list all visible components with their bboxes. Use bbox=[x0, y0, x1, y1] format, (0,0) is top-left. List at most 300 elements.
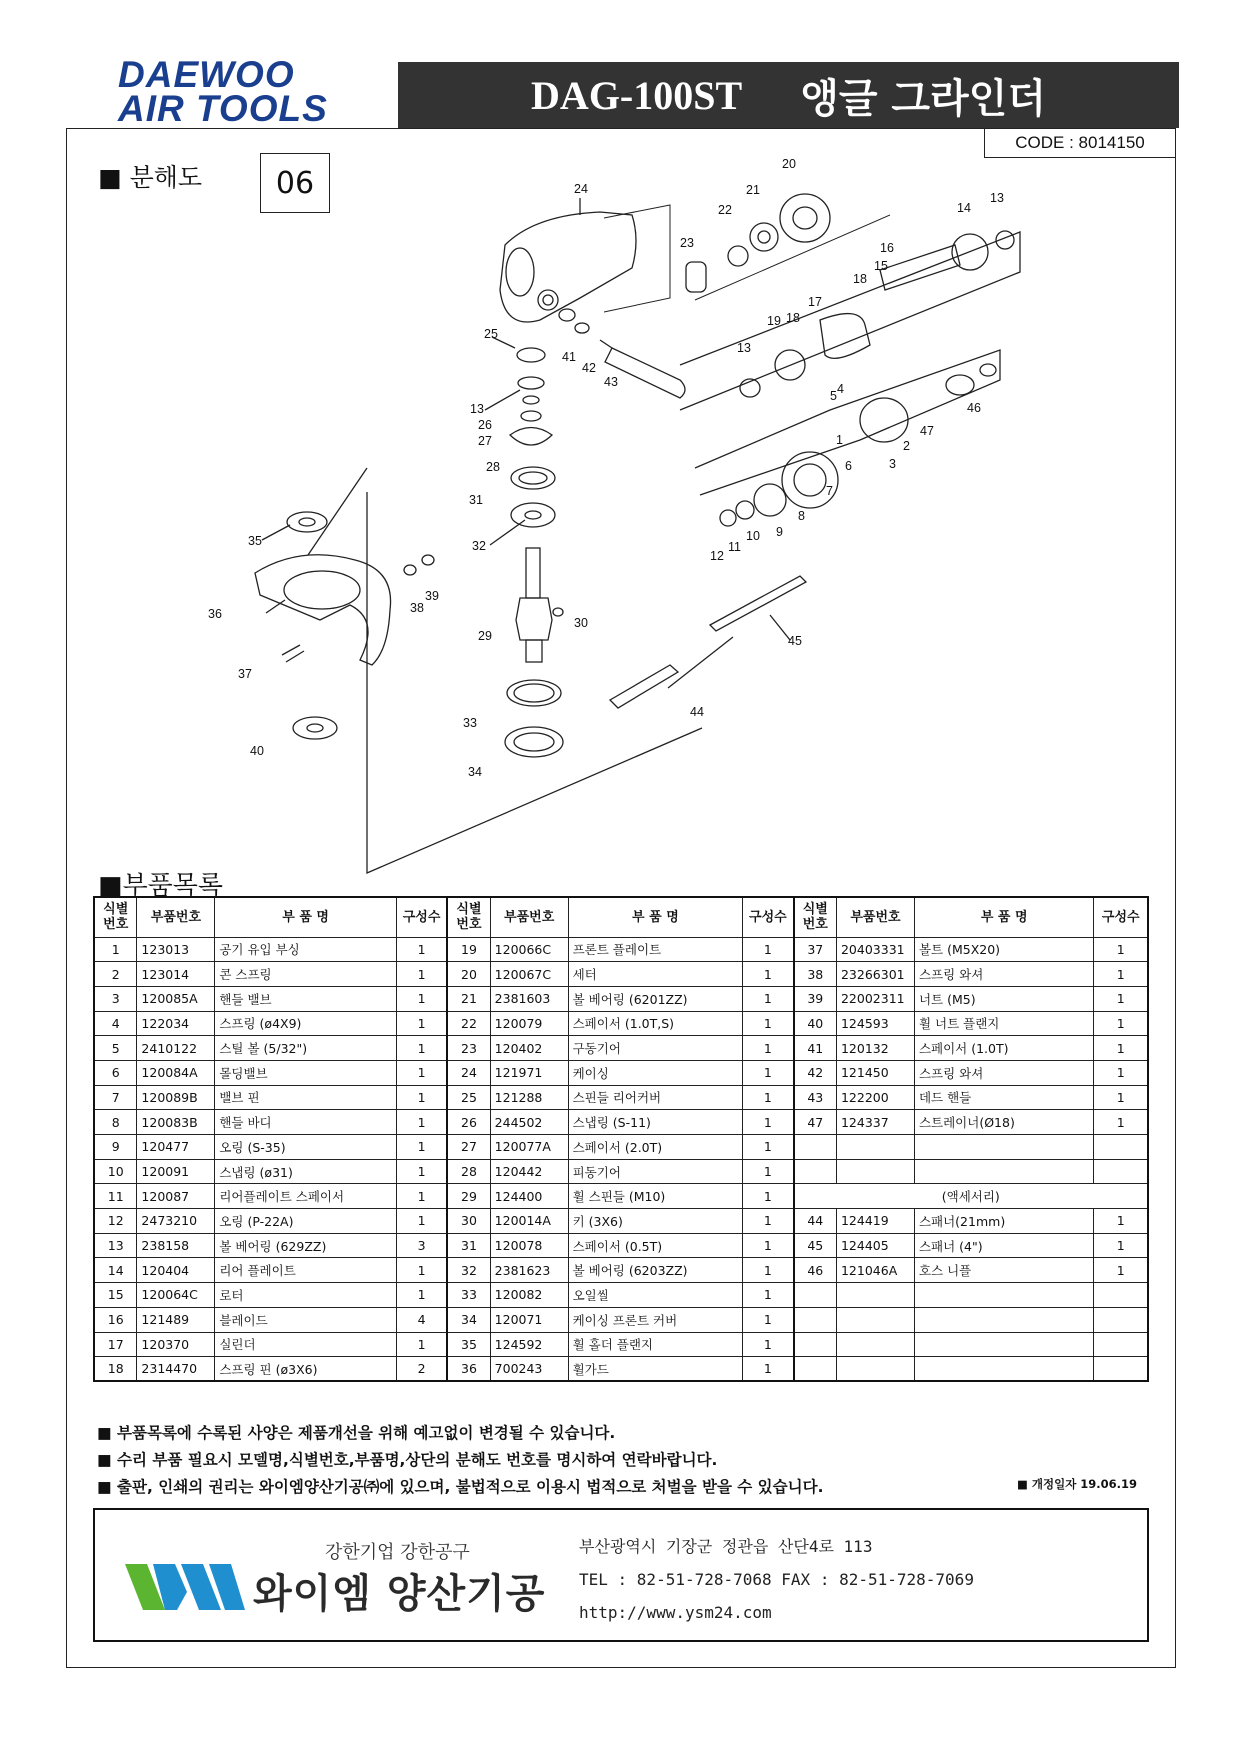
svg-text:11: 11 bbox=[728, 540, 741, 554]
part-number-cell: 120089B bbox=[137, 1085, 215, 1110]
part-name-cell: 스틸 볼 (5/32") bbox=[215, 1036, 397, 1061]
svg-text:16: 16 bbox=[880, 241, 894, 255]
part-id-cell bbox=[794, 1307, 837, 1332]
svg-text:34: 34 bbox=[468, 765, 482, 779]
part-number-cell: 120132 bbox=[836, 1036, 914, 1061]
part-id-cell: 7 bbox=[94, 1085, 137, 1110]
part-id-cell: 33 bbox=[447, 1283, 490, 1308]
part-id-cell: 32 bbox=[447, 1258, 490, 1283]
product-code: CODE : 8014150 bbox=[984, 128, 1176, 158]
part-number-cell: 20403331 bbox=[836, 937, 914, 962]
part-id-cell: 25 bbox=[447, 1085, 490, 1110]
logo-line-1: DAEWOO bbox=[118, 54, 295, 95]
part-id-cell: 24 bbox=[447, 1060, 490, 1085]
svg-text:1: 1 bbox=[836, 433, 843, 447]
part-number-cell bbox=[836, 1159, 914, 1184]
part-qty-cell bbox=[1094, 1159, 1148, 1184]
part-number-cell: 120091 bbox=[137, 1159, 215, 1184]
part-qty-cell: 1 bbox=[396, 1135, 447, 1160]
exploded-view-title: ■ 분해도 bbox=[98, 163, 203, 192]
part-name-cell: 리어플레이트 스페이서 bbox=[215, 1184, 397, 1209]
part-name-cell bbox=[914, 1135, 1094, 1160]
part-name-cell: 블레이드 bbox=[215, 1307, 397, 1332]
part-name-cell: 프론트 플레이트 bbox=[568, 937, 743, 962]
part-id-cell: 29 bbox=[447, 1184, 490, 1209]
logo-line-2: AIR TOOLS bbox=[118, 88, 328, 129]
part-name-cell: 공기 유입 부싱 bbox=[215, 937, 397, 962]
part-qty-cell: 3 bbox=[396, 1233, 447, 1258]
exploded-view-diagram bbox=[200, 155, 1080, 875]
part-qty-cell: 1 bbox=[743, 962, 794, 987]
part-number-cell: 120402 bbox=[490, 1036, 568, 1061]
part-number-cell: 123014 bbox=[137, 962, 215, 987]
part-name-cell: 핸들 바디 bbox=[215, 1110, 397, 1135]
part-qty-cell: 1 bbox=[1094, 1036, 1148, 1061]
part-number-cell: 120370 bbox=[137, 1332, 215, 1357]
part-name-cell: 케이싱 bbox=[568, 1060, 743, 1085]
accessories-label: (액세서리) bbox=[794, 1184, 1148, 1209]
part-id-cell: 9 bbox=[94, 1135, 137, 1160]
part-number-cell: 120477 bbox=[137, 1135, 215, 1160]
svg-text:13: 13 bbox=[470, 402, 484, 416]
part-number-cell: 120084A bbox=[137, 1060, 215, 1085]
svg-text:29: 29 bbox=[478, 629, 492, 643]
part-number-cell: 120085A bbox=[137, 986, 215, 1011]
part-qty-cell: 1 bbox=[1094, 937, 1148, 962]
part-name-cell: 키 (3X6) bbox=[568, 1209, 743, 1234]
part-id-cell bbox=[794, 1283, 837, 1308]
part-qty-cell: 1 bbox=[1094, 1233, 1148, 1258]
part-id-cell: 15 bbox=[94, 1283, 137, 1308]
part-number-cell: 122034 bbox=[137, 1011, 215, 1036]
header-part-no: 부품번호 bbox=[137, 897, 215, 937]
part-number-cell: 120067C bbox=[490, 962, 568, 987]
part-number-cell: 23266301 bbox=[836, 962, 914, 987]
table-row bbox=[94, 1332, 1148, 1357]
part-id-cell: 13 bbox=[94, 1233, 137, 1258]
header-qty: 구성수 bbox=[396, 897, 447, 937]
svg-text:27: 27 bbox=[478, 434, 492, 448]
part-id-cell: 39 bbox=[794, 986, 837, 1011]
part-qty-cell: 1 bbox=[743, 1307, 794, 1332]
part-qty-cell: 1 bbox=[396, 1332, 447, 1357]
part-number-cell: 123013 bbox=[137, 937, 215, 962]
header-qty: 구성수 bbox=[743, 897, 794, 937]
part-name-cell: 스프링 와셔 bbox=[914, 1060, 1094, 1085]
svg-text:13: 13 bbox=[737, 341, 751, 355]
part-name-cell: 스페이서 (1.0T) bbox=[914, 1036, 1094, 1061]
company-contact bbox=[579, 1530, 974, 1629]
part-number-cell bbox=[836, 1307, 914, 1332]
part-qty-cell bbox=[1094, 1135, 1148, 1160]
part-id-cell: 1 bbox=[94, 937, 137, 962]
svg-text:25: 25 bbox=[484, 327, 498, 341]
part-qty-cell: 1 bbox=[396, 1283, 447, 1308]
part-id-cell: 34 bbox=[447, 1307, 490, 1332]
table-row bbox=[94, 1184, 1148, 1209]
svg-text:10: 10 bbox=[746, 529, 760, 543]
svg-text:8: 8 bbox=[798, 509, 805, 523]
part-id-cell: 18 bbox=[94, 1357, 137, 1382]
note-2: ■ 수리 부품 필요시 모델명,식별번호,부품명,상단의 분해도 번호를 명시하여 연락바랍니다. bbox=[97, 1451, 718, 1469]
svg-text:46: 46 bbox=[967, 401, 981, 415]
part-name-cell: 스냅링 (S-11) bbox=[568, 1110, 743, 1135]
part-id-cell: 16 bbox=[94, 1307, 137, 1332]
part-number-cell: 124400 bbox=[490, 1184, 568, 1209]
part-id-cell: 22 bbox=[447, 1011, 490, 1036]
part-name-cell: 구동기어 bbox=[568, 1036, 743, 1061]
svg-text:39: 39 bbox=[425, 589, 439, 603]
part-name-cell: 호스 니플 bbox=[914, 1258, 1094, 1283]
part-number-cell: 2314470 bbox=[137, 1357, 215, 1382]
svg-text:33: 33 bbox=[463, 716, 477, 730]
part-number-cell: 124419 bbox=[836, 1209, 914, 1234]
part-id-cell: 5 bbox=[94, 1036, 137, 1061]
table-row bbox=[94, 1159, 1148, 1184]
part-number-cell bbox=[836, 1135, 914, 1160]
part-number-cell: 2473210 bbox=[137, 1209, 215, 1234]
part-qty-cell: 1 bbox=[1094, 986, 1148, 1011]
part-number-cell: 2381603 bbox=[490, 986, 568, 1011]
part-id-cell: 2 bbox=[94, 962, 137, 987]
part-name-cell: 볼 베어링 (629ZZ) bbox=[215, 1233, 397, 1258]
part-name-cell: 세터 bbox=[568, 962, 743, 987]
part-id-cell: 21 bbox=[447, 986, 490, 1011]
part-name-cell: 볼트 (M5X20) bbox=[914, 937, 1094, 962]
part-qty-cell: 1 bbox=[396, 1258, 447, 1283]
part-id-cell: 11 bbox=[94, 1184, 137, 1209]
part-qty-cell bbox=[1094, 1307, 1148, 1332]
part-id-cell bbox=[794, 1159, 837, 1184]
part-id-cell: 40 bbox=[794, 1011, 837, 1036]
svg-text:30: 30 bbox=[574, 616, 588, 630]
svg-text:40: 40 bbox=[250, 744, 264, 758]
parts-table bbox=[93, 896, 1149, 1382]
part-name-cell: 콘 스프링 bbox=[215, 962, 397, 987]
header-id: 식별 번호 bbox=[94, 897, 137, 937]
part-qty-cell: 1 bbox=[396, 1110, 447, 1135]
part-qty-cell bbox=[1094, 1332, 1148, 1357]
svg-text:44: 44 bbox=[690, 705, 704, 719]
part-number-cell: 120082 bbox=[490, 1283, 568, 1308]
note-1: ■ 부품목록에 수록된 사양은 제품개선을 위해 예고없이 변경될 수 있습니다. bbox=[97, 1424, 616, 1442]
table-row bbox=[94, 1209, 1148, 1234]
daewoo-air-tools-logo bbox=[118, 54, 348, 129]
part-id-cell: 42 bbox=[794, 1060, 837, 1085]
part-qty-cell: 1 bbox=[743, 1060, 794, 1085]
svg-text:20: 20 bbox=[782, 157, 796, 171]
page-number-box: 06 bbox=[260, 153, 330, 213]
svg-text:2: 2 bbox=[903, 439, 910, 453]
svg-text:18: 18 bbox=[786, 311, 800, 325]
part-qty-cell: 1 bbox=[1094, 1110, 1148, 1135]
part-qty-cell: 1 bbox=[396, 1060, 447, 1085]
svg-text:15: 15 bbox=[874, 259, 888, 273]
table-row bbox=[94, 1307, 1148, 1332]
part-name-cell: 스페이서 (1.0T,S) bbox=[568, 1011, 743, 1036]
part-number-cell: 700243 bbox=[490, 1357, 568, 1382]
company-address: 부산광역시 기장군 정관읍 산단4로 113 bbox=[579, 1537, 873, 1556]
part-name-cell: 오링 (P-22A) bbox=[215, 1209, 397, 1234]
part-name-cell: 로터 bbox=[215, 1283, 397, 1308]
part-number-cell: 2410122 bbox=[137, 1036, 215, 1061]
svg-text:28: 28 bbox=[486, 460, 500, 474]
part-id-cell: 4 bbox=[94, 1011, 137, 1036]
part-qty-cell: 1 bbox=[1094, 1011, 1148, 1036]
part-qty-cell: 1 bbox=[396, 986, 447, 1011]
table-row bbox=[94, 1060, 1148, 1085]
svg-text:37: 37 bbox=[238, 667, 252, 681]
part-number-cell: 120442 bbox=[490, 1159, 568, 1184]
part-number-cell: 120404 bbox=[137, 1258, 215, 1283]
part-id-cell: 47 bbox=[794, 1110, 837, 1135]
part-id-cell: 10 bbox=[94, 1159, 137, 1184]
part-qty-cell: 1 bbox=[1094, 1258, 1148, 1283]
part-number-cell: 122200 bbox=[836, 1085, 914, 1110]
company-name: 와이엠 양산기공 bbox=[253, 1571, 546, 1617]
part-name-cell: 스페이서 (2.0T) bbox=[568, 1135, 743, 1160]
part-number-cell: 120014A bbox=[490, 1209, 568, 1234]
part-qty-cell: 1 bbox=[1094, 1209, 1148, 1234]
table-row bbox=[94, 937, 1148, 962]
svg-text:47: 47 bbox=[920, 424, 934, 438]
part-number-cell: 244502 bbox=[490, 1110, 568, 1135]
part-name-cell: 너트 (M5) bbox=[914, 986, 1094, 1011]
part-qty-cell: 1 bbox=[743, 1110, 794, 1135]
part-name-cell: 볼 베어링 (6201ZZ) bbox=[568, 986, 743, 1011]
header-part-no: 부품번호 bbox=[490, 897, 568, 937]
part-name-cell: 휠 스핀들 (M10) bbox=[568, 1184, 743, 1209]
part-number-cell: 120071 bbox=[490, 1307, 568, 1332]
part-id-cell: 46 bbox=[794, 1258, 837, 1283]
part-number-cell: 121288 bbox=[490, 1085, 568, 1110]
part-id-cell bbox=[794, 1332, 837, 1357]
parts-list-title: ■부품목록 bbox=[98, 871, 224, 901]
part-qty-cell: 1 bbox=[396, 1184, 447, 1209]
part-name-cell: 스프링 (ø4X9) bbox=[215, 1011, 397, 1036]
svg-text:32: 32 bbox=[472, 539, 486, 553]
header-id: 식별 번호 bbox=[447, 897, 490, 937]
svg-text:14: 14 bbox=[957, 201, 971, 215]
table-row bbox=[94, 1036, 1148, 1061]
svg-text:4: 4 bbox=[837, 382, 844, 396]
svg-text:17: 17 bbox=[808, 295, 822, 309]
part-qty-cell: 1 bbox=[743, 1184, 794, 1209]
part-qty-cell: 1 bbox=[743, 937, 794, 962]
part-number-cell: 120087 bbox=[137, 1184, 215, 1209]
part-name-cell: 오일씰 bbox=[568, 1283, 743, 1308]
svg-text:31: 31 bbox=[469, 493, 483, 507]
part-number-cell: 124592 bbox=[490, 1332, 568, 1357]
part-id-cell: 27 bbox=[447, 1135, 490, 1160]
part-id-cell: 26 bbox=[447, 1110, 490, 1135]
part-name-cell: 스프링 핀 (ø3X6) bbox=[215, 1357, 397, 1382]
part-name-cell: 스트레이너(Ø18) bbox=[914, 1110, 1094, 1135]
part-number-cell: 120066C bbox=[490, 937, 568, 962]
table-row bbox=[94, 1233, 1148, 1258]
part-id-cell: 36 bbox=[447, 1357, 490, 1382]
svg-text:6: 6 bbox=[845, 459, 852, 473]
part-number-cell: 120078 bbox=[490, 1233, 568, 1258]
svg-text:23: 23 bbox=[680, 236, 694, 250]
product-name: 앵글 그라인더 bbox=[800, 75, 1046, 122]
svg-text:35: 35 bbox=[248, 534, 262, 548]
part-id-cell bbox=[794, 1135, 837, 1160]
table-row bbox=[94, 1283, 1148, 1308]
svg-text:12: 12 bbox=[710, 549, 724, 563]
svg-text:21: 21 bbox=[746, 183, 760, 197]
title-bar bbox=[398, 62, 1179, 128]
part-number-cell: 124405 bbox=[836, 1233, 914, 1258]
part-name-cell: 볼 베어링 (6203ZZ) bbox=[568, 1258, 743, 1283]
part-qty-cell: 1 bbox=[743, 1283, 794, 1308]
part-qty-cell bbox=[1094, 1283, 1148, 1308]
table-row bbox=[94, 1085, 1148, 1110]
model-number: DAG-100ST bbox=[531, 72, 743, 118]
part-id-cell: 41 bbox=[794, 1036, 837, 1061]
notes-block bbox=[97, 1420, 823, 1501]
part-qty-cell: 1 bbox=[743, 1332, 794, 1357]
part-number-cell: 121489 bbox=[137, 1307, 215, 1332]
part-number-cell: 124337 bbox=[836, 1110, 914, 1135]
part-number-cell: 2381623 bbox=[490, 1258, 568, 1283]
part-name-cell: 휠 홀더 플랜지 bbox=[568, 1332, 743, 1357]
part-number-cell: 238158 bbox=[137, 1233, 215, 1258]
svg-text:19: 19 bbox=[767, 314, 781, 328]
part-id-cell: 17 bbox=[94, 1332, 137, 1357]
part-id-cell: 37 bbox=[794, 937, 837, 962]
header-part-no: 부품번호 bbox=[836, 897, 914, 937]
part-id-cell: 6 bbox=[94, 1060, 137, 1085]
part-name-cell: 스핀들 리어커버 bbox=[568, 1085, 743, 1110]
part-name-cell: 휠가드 bbox=[568, 1357, 743, 1382]
part-id-cell: 45 bbox=[794, 1233, 837, 1258]
part-qty-cell: 1 bbox=[396, 962, 447, 987]
part-qty-cell: 1 bbox=[743, 1209, 794, 1234]
company-footer bbox=[93, 1508, 1149, 1642]
part-id-cell: 35 bbox=[447, 1332, 490, 1357]
part-name-cell: 밸브 핀 bbox=[215, 1085, 397, 1110]
table-row bbox=[94, 1110, 1148, 1135]
part-qty-cell: 1 bbox=[743, 1036, 794, 1061]
part-name-cell bbox=[914, 1283, 1094, 1308]
part-name-cell: 핸들 밸브 bbox=[215, 986, 397, 1011]
part-qty-cell: 1 bbox=[396, 937, 447, 962]
svg-text:18: 18 bbox=[853, 272, 867, 286]
part-id-cell bbox=[794, 1357, 837, 1382]
svg-text:38: 38 bbox=[410, 601, 424, 615]
table-row bbox=[94, 1258, 1148, 1283]
part-id-cell: 44 bbox=[794, 1209, 837, 1234]
part-qty-cell: 1 bbox=[1094, 962, 1148, 987]
part-number-cell: 121450 bbox=[836, 1060, 914, 1085]
header-id: 식별 번호 bbox=[794, 897, 837, 937]
part-qty-cell: 1 bbox=[743, 1135, 794, 1160]
part-id-cell: 19 bbox=[447, 937, 490, 962]
part-number-cell: 120064C bbox=[137, 1283, 215, 1308]
header-part-name: 부 품 명 bbox=[914, 897, 1094, 937]
part-name-cell: 몰딩밸브 bbox=[215, 1060, 397, 1085]
part-number-cell: 120083B bbox=[137, 1110, 215, 1135]
part-id-cell: 43 bbox=[794, 1085, 837, 1110]
part-name-cell bbox=[914, 1357, 1094, 1382]
part-qty-cell: 4 bbox=[396, 1307, 447, 1332]
part-number-cell: 120077A bbox=[490, 1135, 568, 1160]
part-qty-cell: 1 bbox=[396, 1036, 447, 1061]
part-qty-cell: 1 bbox=[743, 1258, 794, 1283]
part-number-cell bbox=[836, 1357, 914, 1382]
table-row bbox=[94, 1357, 1148, 1382]
part-number-cell: 121046A bbox=[836, 1258, 914, 1283]
svg-text:24: 24 bbox=[574, 182, 588, 196]
part-id-cell: 28 bbox=[447, 1159, 490, 1184]
header-qty: 구성수 bbox=[1094, 897, 1148, 937]
note-3: ■ 출판, 인쇄의 권리는 와이엠양산기공㈜에 있으며, 불법적으로 이용시 법적으로 처벌을 받을 수 있습니다. bbox=[97, 1478, 824, 1496]
part-number-cell bbox=[836, 1283, 914, 1308]
company-website-link[interactable]: http://www.ysm24.com bbox=[579, 1603, 772, 1622]
svg-text:5: 5 bbox=[830, 389, 837, 403]
part-qty-cell: 1 bbox=[743, 1233, 794, 1258]
part-qty-cell: 1 bbox=[396, 1011, 447, 1036]
part-name-cell: 스패너 (4") bbox=[914, 1233, 1094, 1258]
part-id-cell: 14 bbox=[94, 1258, 137, 1283]
part-qty-cell: 1 bbox=[1094, 1060, 1148, 1085]
part-qty-cell: 1 bbox=[743, 986, 794, 1011]
part-qty-cell: 1 bbox=[396, 1085, 447, 1110]
part-name-cell bbox=[914, 1307, 1094, 1332]
ym-logo-mark-icon bbox=[125, 1562, 245, 1612]
parts-table-header bbox=[94, 897, 1148, 937]
svg-text:7: 7 bbox=[826, 484, 833, 498]
part-qty-cell: 1 bbox=[743, 1085, 794, 1110]
part-id-cell: 30 bbox=[447, 1209, 490, 1234]
part-number-cell: 121971 bbox=[490, 1060, 568, 1085]
part-qty-cell: 2 bbox=[396, 1357, 447, 1382]
svg-text:9: 9 bbox=[776, 525, 783, 539]
table-row bbox=[94, 986, 1148, 1011]
header-part-name: 부 품 명 bbox=[568, 897, 743, 937]
part-number-cell bbox=[836, 1332, 914, 1357]
part-name-cell: 데드 핸들 bbox=[914, 1085, 1094, 1110]
svg-text:3: 3 bbox=[889, 457, 896, 471]
part-name-cell: 리어 플레이트 bbox=[215, 1258, 397, 1283]
callout-labels bbox=[208, 157, 1004, 779]
svg-text:41: 41 bbox=[562, 350, 576, 364]
revision-date: ■ 개정일자 19.06.19 bbox=[1017, 1477, 1138, 1491]
part-id-cell: 31 bbox=[447, 1233, 490, 1258]
part-number-cell: 22002311 bbox=[836, 986, 914, 1011]
part-qty-cell: 1 bbox=[396, 1159, 447, 1184]
part-qty-cell: 1 bbox=[1094, 1085, 1148, 1110]
part-name-cell: 피동기어 bbox=[568, 1159, 743, 1184]
part-name-cell: 실린더 bbox=[215, 1332, 397, 1357]
part-name-cell: 스냅링 (ø31) bbox=[215, 1159, 397, 1184]
part-name-cell: 케이싱 프론트 커버 bbox=[568, 1307, 743, 1332]
part-name-cell: 스패너(21mm) bbox=[914, 1209, 1094, 1234]
table-row bbox=[94, 1135, 1148, 1160]
company-slogan: 강한기업 강한공구 bbox=[325, 1542, 470, 1563]
table-row bbox=[94, 1011, 1148, 1036]
part-id-cell: 38 bbox=[794, 962, 837, 987]
part-qty-cell: 1 bbox=[743, 1011, 794, 1036]
part-id-cell: 3 bbox=[94, 986, 137, 1011]
part-number-cell: 124593 bbox=[836, 1011, 914, 1036]
part-name-cell bbox=[914, 1332, 1094, 1357]
part-name-cell bbox=[914, 1159, 1094, 1184]
part-name-cell: 스프링 와셔 bbox=[914, 962, 1094, 987]
part-number-cell: 120079 bbox=[490, 1011, 568, 1036]
svg-text:26: 26 bbox=[478, 418, 492, 432]
